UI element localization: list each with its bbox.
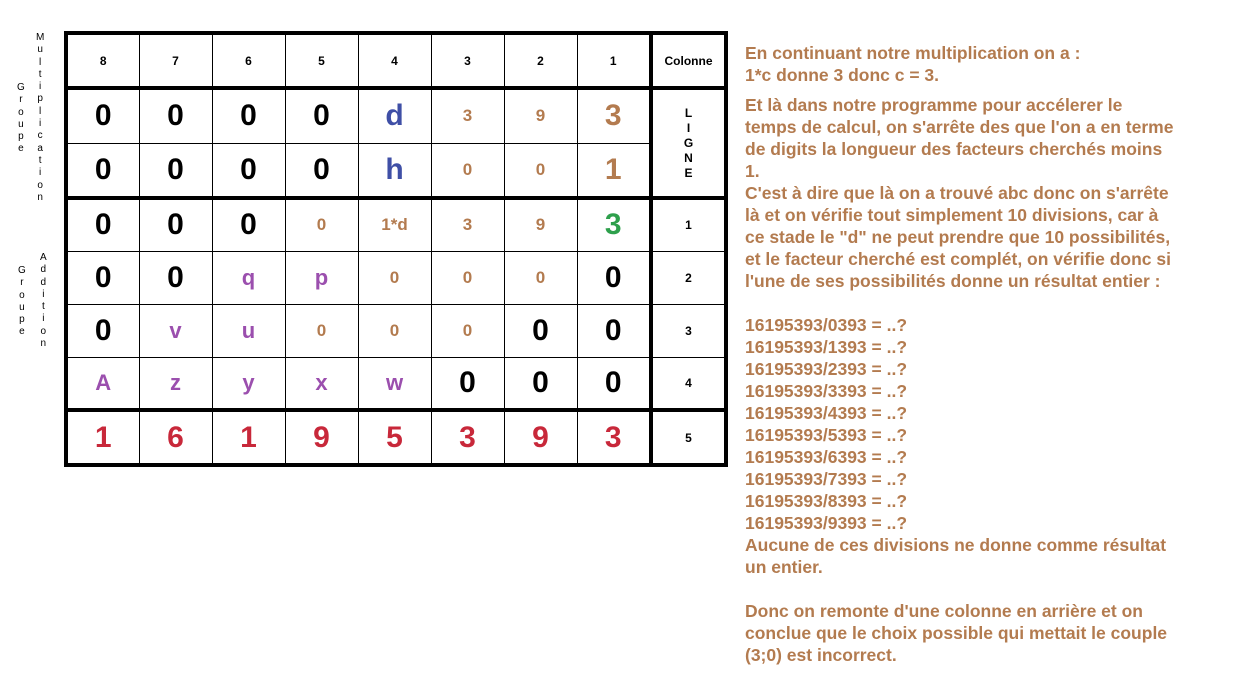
mult-row-1-cell: 0 <box>285 88 358 143</box>
add-row-4-cell: w <box>358 357 431 410</box>
row-number: 2 <box>651 251 726 304</box>
add-row-2-cell: q <box>212 251 285 304</box>
add-row-3-cell: 0 <box>577 304 651 357</box>
text-line: un entier. <box>745 557 823 577</box>
add-row-2-cell: 0 <box>431 251 504 304</box>
text-line: 1*c donne 3 donc c = 3. <box>745 65 940 85</box>
col-header-1: 1 <box>577 33 651 88</box>
add-row-1-cell: 0 <box>285 198 358 251</box>
result-cell: 1 <box>212 410 285 465</box>
add-row-4-cell: x <box>285 357 358 410</box>
text-line: 1. <box>745 161 760 181</box>
add-row-2-cell: 0 <box>139 251 212 304</box>
row-number: 3 <box>651 304 726 357</box>
add-row-3-cell: 0 <box>358 304 431 357</box>
groupe-vertical-label-1: G r o u p e <box>17 82 25 155</box>
row-number: 5 <box>651 410 726 465</box>
division-line: 16195393/2393 = ..? <box>745 359 908 379</box>
add-row-1-cell: 9 <box>504 198 577 251</box>
col-header-2: 2 <box>504 33 577 88</box>
result-cell: 6 <box>139 410 212 465</box>
add-row-3-cell: 0 <box>285 304 358 357</box>
col-header-5: 5 <box>285 33 358 88</box>
add-row-4-cell: A <box>66 357 139 410</box>
text-line: ce stade le "d" ne peut prendre que 10 possibilités, <box>745 227 1171 247</box>
add-row <box>66 357 726 410</box>
mult-row-2-cell: 0 <box>504 143 577 198</box>
mult-row-1-cell: 0 <box>66 88 139 143</box>
division-line: 16195393/1393 = ..? <box>745 337 908 357</box>
ligne-vertical-label: L I G N E <box>651 88 726 198</box>
text-line: l'une de ses possibilités donne un résultat entier : <box>745 271 1161 291</box>
division-line: 16195393/6393 = ..? <box>745 447 908 467</box>
row-number: 4 <box>651 357 726 410</box>
mult-row-2-cell: 0 <box>431 143 504 198</box>
text-line: Et là dans notre programme pour accélerer le <box>745 95 1123 115</box>
mult-row <box>66 143 726 198</box>
add-row-2-cell: p <box>285 251 358 304</box>
add-row-1-cell: 0 <box>66 198 139 251</box>
text-line: conclue que le choix possible qui mettait le couple <box>745 623 1168 643</box>
result-cell: 1 <box>66 410 139 465</box>
add-row-4-cell: 0 <box>431 357 504 410</box>
add-row-1-cell: 3 <box>431 198 504 251</box>
mult-row <box>66 88 726 143</box>
add-row <box>66 198 726 251</box>
add-row-3-cell: 0 <box>504 304 577 357</box>
multiplication-vertical-label: M u l t i p l i c a t i o n <box>36 32 45 203</box>
multiplication-grid <box>64 31 728 467</box>
text-line: C'est à dire que là on a trouvé abc donc on s'arrête <box>745 183 1169 203</box>
add-row-1-cell: 0 <box>139 198 212 251</box>
mult-row-1-cell: 3 <box>577 88 651 143</box>
col-header-3: 3 <box>431 33 504 88</box>
division-line: 16195393/9393 = ..? <box>745 513 908 533</box>
add-row-3-cell: 0 <box>66 304 139 357</box>
add-row-4-cell: 0 <box>577 357 651 410</box>
col-header-4: 4 <box>358 33 431 88</box>
division-line: 16195393/4393 = ..? <box>745 403 908 423</box>
mult-row-2-cell: 1 <box>577 143 651 198</box>
col-header-6: 6 <box>212 33 285 88</box>
explanation-text <box>745 42 1250 666</box>
mult-row-2-cell: 0 <box>212 143 285 198</box>
mult-row-1-cell: d <box>358 88 431 143</box>
add-row-3-cell: v <box>139 304 212 357</box>
result-row <box>66 410 726 465</box>
division-line: 16195393/5393 = ..? <box>745 425 908 445</box>
add-row-2-cell: 0 <box>577 251 651 304</box>
text-line: là et on vérifie tout simplement 10 divisions, car à <box>745 205 1159 225</box>
division-line: 16195393/8393 = ..? <box>745 491 908 511</box>
division-line: 16195393/0393 = ..? <box>745 315 908 335</box>
mult-row-1-cell: 3 <box>431 88 504 143</box>
add-row <box>66 304 726 357</box>
text-line: temps de calcul, on s'arrête des que l'on a en terme <box>745 117 1174 137</box>
add-row-4-cell: z <box>139 357 212 410</box>
text-line: En continuant notre multiplication on a : <box>745 43 1081 63</box>
text-line: Aucune de ces divisions ne donne comme résultat <box>745 535 1167 555</box>
col-header-7: 7 <box>139 33 212 88</box>
add-row-4-cell: 0 <box>504 357 577 410</box>
text-line: Donc on remonte d'une colonne en arrière et on <box>745 601 1143 621</box>
mult-row-2-cell: 0 <box>139 143 212 198</box>
text-line: de digits la longueur des facteurs cherchés moins <box>745 139 1163 159</box>
colonne-header: Colonne <box>651 33 726 88</box>
result-cell: 3 <box>577 410 651 465</box>
add-row-1-cell: 1*d <box>358 198 431 251</box>
text-line: et le facteur cherché est complét, on vérifie donc si <box>745 249 1171 269</box>
text-line: (3;0) est incorrect. <box>745 645 897 665</box>
result-cell: 3 <box>431 410 504 465</box>
mult-row-1-cell: 0 <box>139 88 212 143</box>
add-row-1-cell: 0 <box>212 198 285 251</box>
row-number: 1 <box>651 198 726 251</box>
col-header-8: 8 <box>66 33 139 88</box>
division-line: 16195393/7393 = ..? <box>745 469 908 489</box>
add-row <box>66 251 726 304</box>
mult-row-2-cell: h <box>358 143 431 198</box>
result-cell: 9 <box>285 410 358 465</box>
add-row-3-cell: 0 <box>431 304 504 357</box>
addition-vertical-label: A d d i t i o n <box>40 252 47 350</box>
add-row-2-cell: 0 <box>504 251 577 304</box>
add-row-1-cell: 3 <box>577 198 651 251</box>
add-row-2-cell: 0 <box>66 251 139 304</box>
add-row-2-cell: 0 <box>358 251 431 304</box>
column-header-row <box>66 33 726 88</box>
mult-row-1-cell: 0 <box>212 88 285 143</box>
mult-row-2-cell: 0 <box>285 143 358 198</box>
result-cell: 5 <box>358 410 431 465</box>
mult-row-1-cell: 9 <box>504 88 577 143</box>
mult-row-2-cell: 0 <box>66 143 139 198</box>
add-row-4-cell: y <box>212 357 285 410</box>
division-line: 16195393/3393 = ..? <box>745 381 908 401</box>
result-cell: 9 <box>504 410 577 465</box>
add-row-3-cell: u <box>212 304 285 357</box>
groupe-vertical-label-2: G r o u p e <box>18 265 26 338</box>
